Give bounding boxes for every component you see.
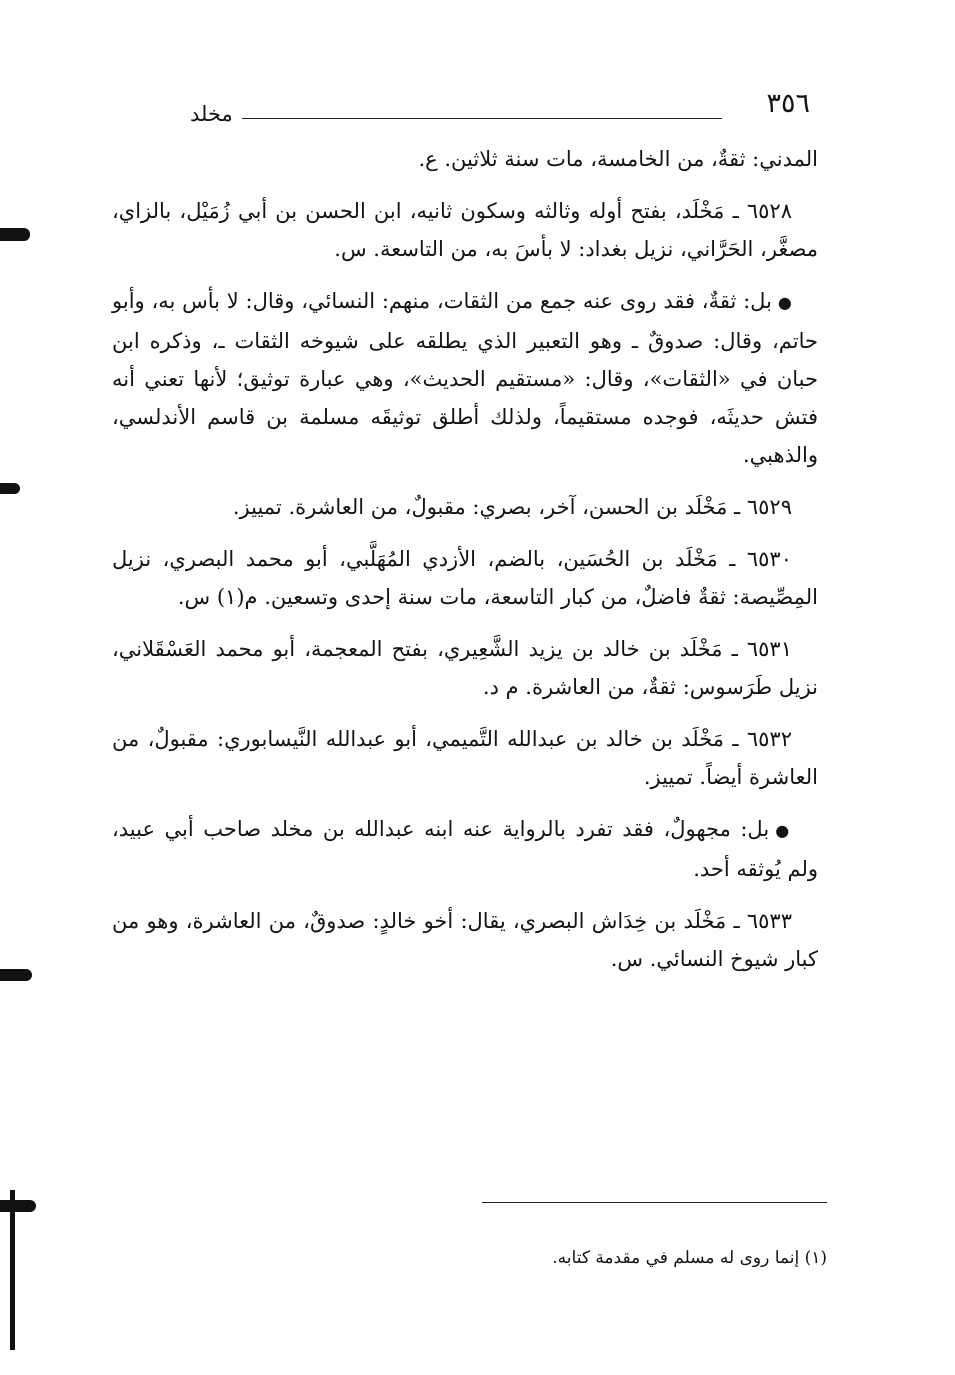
- commentary-6532: [112, 810, 818, 888]
- bullet-icon: ●: [775, 821, 792, 840]
- entry-6530: ٦٥٣٠ ـ مَخْلَد بن الحُسَين، بالضم، الأزدي المُهَلَّبي، أبو محمد البصري، نزيل المِصِّيصة: ثقةٌ فاضلٌ، من كبار التاسعة، مات سنة إحدى وتسعين. م(١) س.: [112, 547, 818, 609]
- entry-6529: ٦٥٢٩ ـ مَخْلَد بن الحسن، آخر، بصري: مقبولٌ، من العاشرة. تمييز.: [232, 495, 792, 519]
- scan-margin-mark: [0, 969, 32, 981]
- main-text: [112, 140, 818, 992]
- footnote-rule: [482, 1202, 827, 1203]
- scan-margin-mark: [0, 228, 30, 241]
- entry-6531: ٦٥٣١ ـ مَخْلَد بن خالد بن يزيد الشَّعِيري، بفتح المعجمة، أبو محمد العَسْقَلاني، نزيل طَرَسوس: ثقةٌ، من العاشرة. م د.: [112, 637, 818, 699]
- page-header: [190, 88, 810, 132]
- entry-6532: ٦٥٣٢ ـ مَخْلَد بن خالد بن عبدالله التَّميمي، أبو عبدالله النَّيسابوري: مقبولٌ، من العاشرة أيضاً. تمييز.: [112, 727, 818, 789]
- scan-margin-mark: [0, 483, 20, 494]
- scan-margin-mark: [0, 1200, 36, 1212]
- bullet-icon: ●: [777, 293, 792, 312]
- entry-continuation: المدني: ثقةٌ، من الخامسة، مات سنة ثلاثين. ع.: [418, 147, 818, 171]
- commentary-text: بل: مجهولٌ، فقد تفرد بالرواية عنه ابنه عبدالله بن مخلد صاحب أبي عبيد، ولم يُوثقه أحد.: [112, 817, 818, 881]
- footnote: (١) إنما روى له مسلم في مقدمة كتابه.: [552, 1248, 827, 1268]
- scan-edge-line: [10, 1190, 15, 1350]
- commentary-6528: [112, 282, 818, 474]
- page-number: ٣٥٦: [766, 88, 810, 119]
- header-rule: [242, 118, 722, 119]
- entry-6533: ٦٥٣٣ ـ مَخْلَد بن خِدَاش البصري، يقال: أخو خالدٍ: صدوقٌ، من العاشرة، وهو من كبار شيوخ النسائي. س.: [112, 909, 818, 971]
- running-head: مخلد: [190, 102, 233, 126]
- entry-6528: ٦٥٢٨ ـ مَخْلَد، بفتح أوله وثالثه وسكون ثانيه، ابن الحسن بن أبي زُمَيْل، بالزاي، مصغَّر، الحَرَّاني، نزيل بغداد: لا بأسَ به، من التاسعة. س.: [112, 199, 818, 261]
- commentary-text: بل: ثقةٌ، فقد روى عنه جمع من الثقات، منهم: النسائي، وقال: لا بأس به، وأبو حاتم، وقال: صدوقٌ ـ وهو التعبير الذي يطلقه على شيوخه الثقات ـ، وذكره ابن حبان في «الثقات»، وقال: «مستقيم الحديث»، وهي عبارة توثيق؛ لأنها تعني أنه فتش حديثَه، فوجده مستقيماً، ولذلك أطلق توثيقَه مسلمة بن قاسم الأندلسي، والذهبي.: [112, 289, 818, 467]
